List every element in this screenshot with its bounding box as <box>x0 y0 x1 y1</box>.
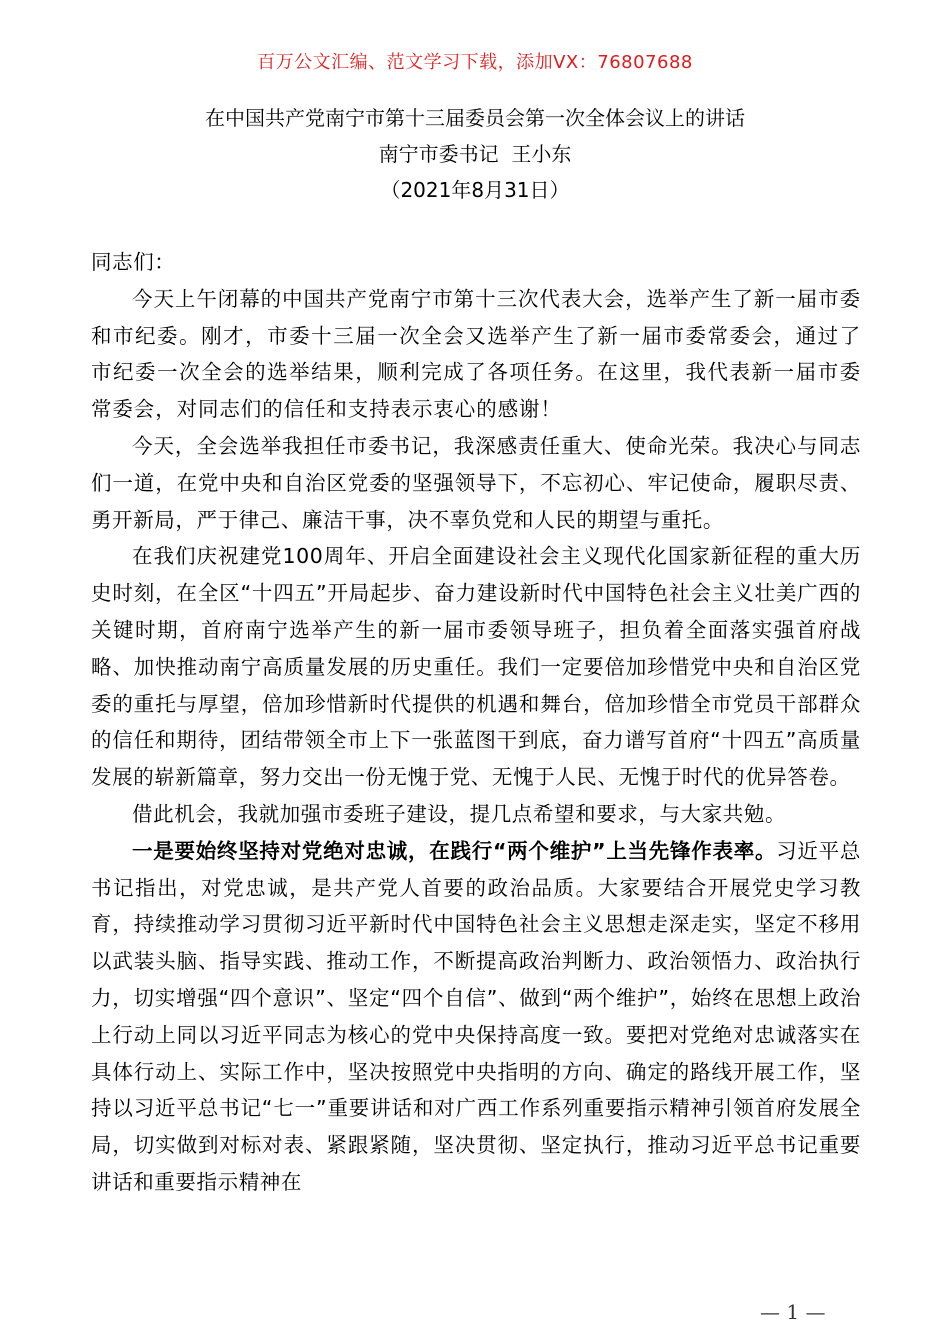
speech-body <box>91 244 861 1201</box>
paragraph: 今天上午闭幕的中国共产党南宁市第十三次代表大会，选举产生了新一届市委和市纪委。刚才，市委十三届一次全会又选举产生了新一届市委常委会，通过了市纪委一次全会的选举结果，顺利完成了各项任务。在这里，我代表新一届市委常委会，对同志们的信任和支持表示衷心的感谢！ <box>91 286 861 422</box>
speech-title: 在中国共产党南宁市第十三届委员会第一次全体会议上的讲话 <box>205 106 745 130</box>
speech-author: 南宁市委书记 王小东 <box>378 142 572 166</box>
paragraph: 在我们庆祝建党100周年、开启全面建设社会主义现代化国家新征程的重大历史时刻，在全区“十四五”开局起步、奋力建设新时代中国特色社会主义壮美广西的关键时期，首府南宁选举产生的新一届市委领导班子，担负着全面落实强首府战略、加快推动南宁高质量发展的历史重任。我们一定要倍加珍惜党中央和自治区党委的重托与厚望，倍加珍惜新时代提供的机遇和舞台，倍加珍惜全市党员干部群众的信任和期待，团结带领全市上下一张蓝图干到底，奋力谱写首府“十四五”高质量发展的崭新篇章，努力交出一份无愧于党、无愧于人民、无愧于时代的优异答卷。 <box>91 544 861 790</box>
paragraph: 借此机会，我就加强市委班子建设，提几点希望和要求，与大家共勉。 <box>132 801 787 826</box>
salutation: 同志们： <box>91 250 176 274</box>
page-number: — 1 — <box>760 1300 826 1324</box>
point-one-heading: 一是要始终坚持对党绝对忠诚，在践行“两个维护”上当先锋作表率。 <box>132 838 777 863</box>
speech-header <box>0 100 950 208</box>
paragraph: 今天，全会选举我担任市委书记，我深感责任重大、使命光荣。我决心与同志们一道，在党中央和自治区党委的坚强领导下，不忘初心、牢记使命，履职尽责、勇开新局，严于律己、廉洁干事，决不辜负党和人民的期望与重托。 <box>91 433 861 532</box>
point-one-text: 习近平总书记指出，对党忠诚，是共产党人首要的政治品质。大家要结合开展党史学习教育，持续推动学习贯彻习近平新时代中国特色社会主义思想走深走实，坚定不移用以武装头脑、指导实践、推动工作，不断提高政治判断力、政治领悟力、政治执行力，切实增强“四个意识”、坚定“四个自信”、做到“两个维护”，始终在思想上政治上行动上同以习近平同志为核心的党中央保持高度一致。要把对党绝对忠诚落实在具体行动上、实际工作中，坚决按照党中央指明的方向、确定的路线开展工作，坚持以习近平总书记“七一”重要讲话和对广西工作系列重要指示精神引领首府发展全局，切实做到对标对表、紧跟紧随，坚决贯彻、坚定执行，推动习近平总书记重要讲话和重要指示精神在 <box>91 838 862 1194</box>
paragraph-point-one <box>91 833 861 1201</box>
speech-date: （2021年8月31日） <box>380 178 570 202</box>
promo-banner: 百万公文汇编、范文学习下载，添加VX：76807688 <box>257 52 693 73</box>
